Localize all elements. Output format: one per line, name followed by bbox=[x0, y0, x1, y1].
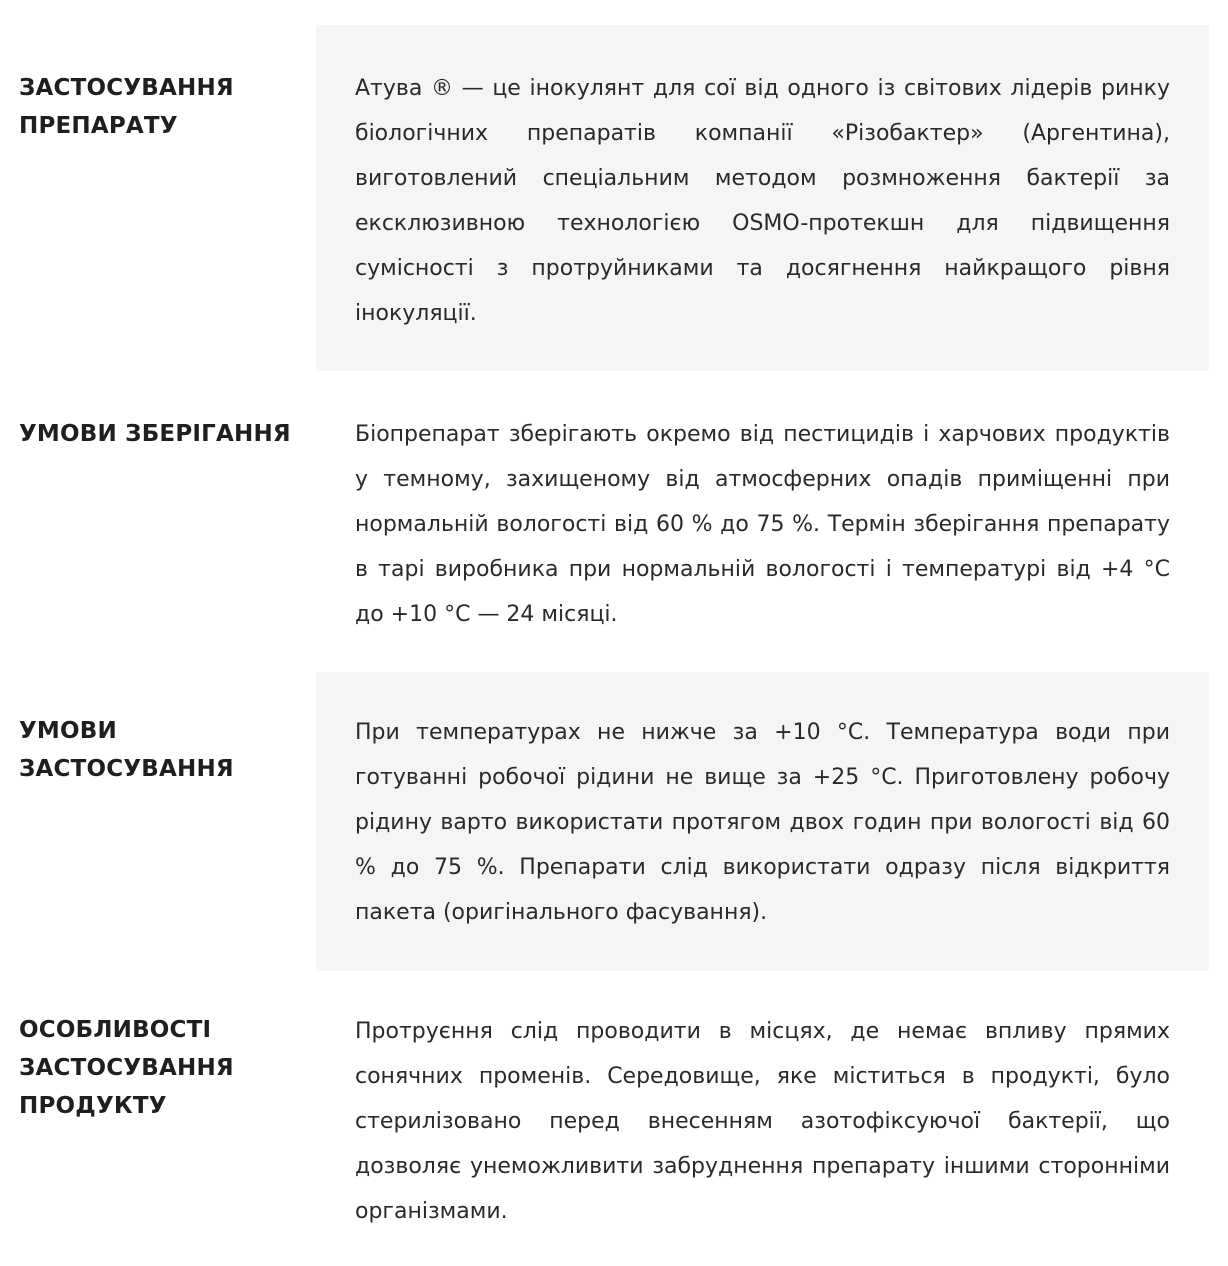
section-title: ОСОБЛИВОСТІ ЗАСТОСУВАННЯ ПРОДУКТУ bbox=[19, 1017, 234, 1119]
section-description: Атува ® — це інокулянт для сої від одного із світових лідерів ринку біологічних препаратів компанії «Різобактер» (Аргентина), виготовлений спеціальним методом розмноження бактерії за ексклюзивною технологією OSMO-протекшн для підвищення сумісності з протруйниками та досягнення найкращого рівня інокуляції. bbox=[316, 25, 1209, 371]
section-title: УМОВИ ЗБЕРІГАННЯ bbox=[19, 421, 291, 447]
section-description: Протруєння слід проводити в місцях, де немає впливу прямих сонячних променів. Середовище, яке міститься в продукті, було стерилізовано перед внесенням азотофіксуючої бактерії, що дозволяє унеможливити забруднення препарату іншими сторонніми організмами. bbox=[355, 1019, 1170, 1224]
section-title: ЗАСТОСУВАННЯ ПРЕПАРАТУ bbox=[19, 75, 234, 139]
section-storage-conditions bbox=[0, 371, 1209, 672]
section-application bbox=[0, 25, 1209, 371]
section-product-features bbox=[0, 971, 1209, 1266]
section-application-conditions bbox=[0, 672, 1209, 971]
section-description: Біопрепарат зберігають окремо від пестицидів і харчових продуктів у темному, захищеному від атмосферних опадів приміщенні при нормальній вологості від 60 % до 75 %. Термін зберігання препарату в тарі виробника при нормальній вологості і температурі від +4 °С до +10 °С — 24 місяці. bbox=[355, 422, 1170, 627]
section-title: УМОВИ ЗАСТОСУВАННЯ bbox=[19, 718, 234, 782]
section-description: При температурах не нижче за +10 °С. Температура води при готуванні робочої рідини не вище за +25 °С. Приготовлену робочу рідину варто використати протягом двох годин при вологості від 60 % до 75 %. Препарати слід використати одразу після відкриття пакета (оригінального фасування). bbox=[316, 672, 1209, 971]
